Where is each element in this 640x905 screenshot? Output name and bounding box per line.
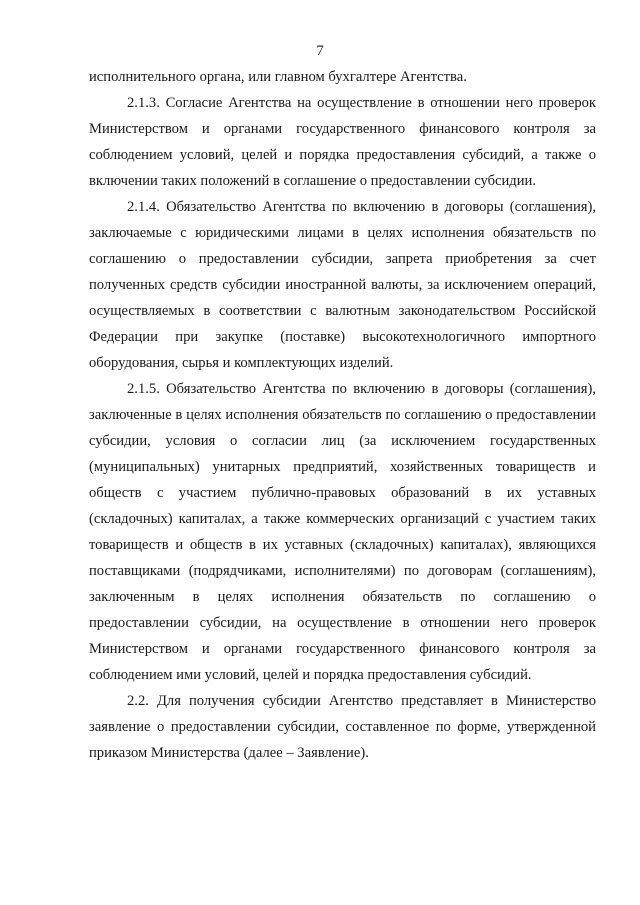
page-number: 7 xyxy=(316,43,324,59)
paragraph-2-1-5: 2.1.5. Обязательство Агентства по включению в договоры (соглашения), заключенные в целях исполнения обязательств по соглашению о предоставлении субсидии, условия о согласии лиц (за исключением государственных (муниципальных) унитарных предприятий, хозяйственных товариществ и обществ с участием публично-правовых образований в их уставных (складочных) капиталах, а также коммерческих организаций с участием таких товариществ и обществ в их уставных (складочных) капиталах), являющихся поставщиками (подрядчиками, исполнителями) по договорам (соглашениям), заключенным в целях исполнения обязательств по соглашению о предоставлении субсидии, на осуществление в отношении него проверок Министерством и органами государственного финансового контроля за соблюдением ими условий, целей и порядка предоставления субсидий. xyxy=(89,381,596,683)
document-body xyxy=(89,64,596,766)
paragraph-2-1-3: 2.1.3. Согласие Агентства на осуществление в отношении него проверок Министерством и органами государственного финансового контроля за соблюдением условий, целей и порядка предоставления субсидий, а также о включении таких положений в соглашение о предоставлении субсидии. xyxy=(89,95,596,189)
paragraph-2-2: 2.2. Для получения субсидии Агентство представляет в Министерство заявление о предоставлении субсидии, составленное по форме, утвержденной приказом Министерства (далее – Заявление). xyxy=(89,693,596,761)
paragraph-continued: исполнительного органа, или главном бухгалтере Агентства. xyxy=(89,69,467,85)
paragraph-2-1-4: 2.1.4. Обязательство Агентства по включению в договоры (соглашения), заключаемые с юридическими лицами в целях исполнения обязательств по соглашению о предоставлении субсидии, запрета приобретения за счет полученных средств субсидии иностранной валюты, за исключением операций, осуществляемых в соответствии с валютным законодательством Российской Федерации при закупке (поставке) высокотехнологичного импортного оборудования, сырья и комплектующих изделий. xyxy=(89,199,596,371)
